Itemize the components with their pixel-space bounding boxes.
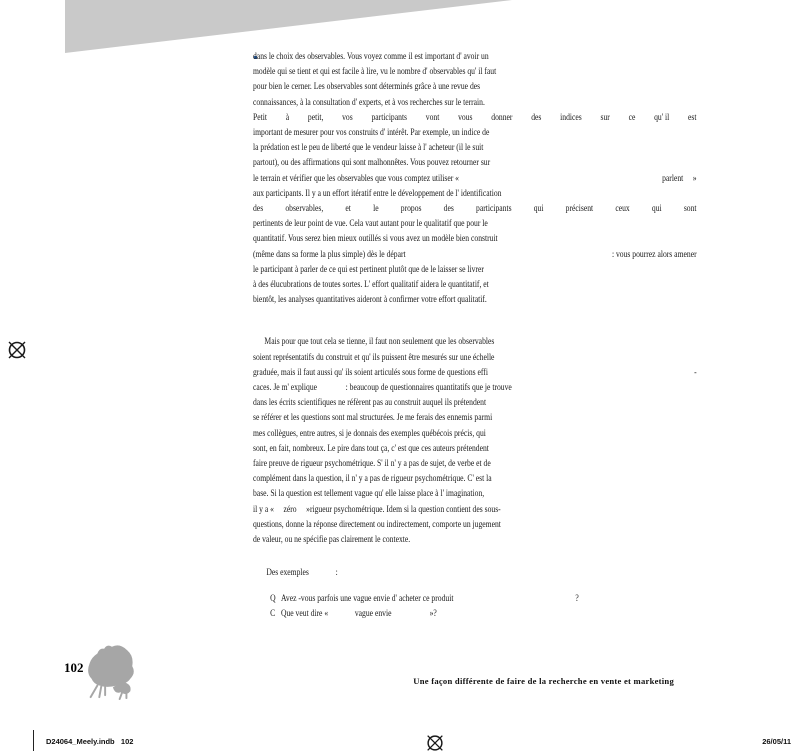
text-line: modèle qui se tient et qui est facile à lire, vu le nombre d' observables qu' il faut (253, 67, 497, 78)
text-line: C Que veut dire « vague envie »? (253, 608, 437, 619)
text-line: (même dans sa forme la plus simple) dès le départ : vous pourrez alors amener (253, 249, 697, 260)
text-line: important de mesurer pour vos construits d' intérêt. Par exemple, un indice de (253, 128, 490, 139)
text-line: à des élucubrations de toutes sortes. L' effort qualitatif aidera le quantitatif, et (253, 280, 489, 291)
body-text-column (253, 50, 697, 622)
text-line: Mais pour que tout cela se tienne, il faut non seulement que les observables (253, 337, 495, 348)
text-line: se référer et les questions sont mal structurées. Je me ferais des ennemis parmi (253, 413, 493, 424)
text-line: graduée, mais il faut aussi qu' ils soient articulés sous forme de questions effi - (253, 367, 697, 378)
text-line: faire preuve de rigueur psychométrique. S' il n' y a pas de sujet, de verbe et de (253, 459, 491, 470)
text-line: il y a « zéro »rigueur psychométrique. Idem si la question contient des sous- (253, 504, 501, 515)
text-line: soient représentatifs du construit et qu' ils puissent être mesurés sur une échelle (253, 352, 495, 363)
text-line: quantitatif. Vous serez bien mieux outillés si vous avez un modèle bien construit (253, 234, 498, 245)
print-file-info: D24064_Meely.indb 102 (46, 737, 134, 746)
text-line: Petit à petit, vos participants vont vous donner des indices sur ce qu' il est (253, 112, 697, 123)
text-line: le participant à parler de ce qui est pertinent plutôt que de le laisser se livrer (253, 264, 484, 275)
frog-icon (78, 640, 140, 700)
paragraph-1 (253, 50, 697, 308)
examples-heading: Des exemples : (253, 568, 338, 579)
text-line: le terrain et vérifier que les observables que vous comptez utiliser « parlent » (253, 173, 697, 184)
text-line: de valeur, ou ne spécifie pas clairement le contexte. (253, 535, 411, 546)
text-line: sont, en fait, nombreux. Le pire dans tout ça, c' est que ces auteurs prétendent (253, 443, 489, 454)
text-line: base. Si la question est tellement vague qu' elle laisse place à l' imagination, (253, 489, 485, 500)
paragraph-2 (253, 335, 697, 548)
text-line: complément dans la question, il n' y a pas de rigueur psychométrique. C' est la (253, 474, 492, 485)
example-questions (253, 592, 697, 622)
page-number: 102 (64, 660, 84, 675)
text-line: connaissances, à la consultation d' experts, et à vos recherches sur le terrain. (253, 97, 485, 108)
print-date-stamp: 26/05/11 (762, 737, 791, 746)
text-line: questions, donne la réponse directement ou indirectement, comporte un jugement (253, 519, 501, 530)
registration-mark-icon (424, 732, 446, 754)
text-line: partout), ou des affirmations qui sont malhonnêtes. Vous pouvez retourner sur (253, 158, 491, 169)
text-line: mes collègues, entre autres, si je donnais des exemples québécois précis, qui (253, 428, 486, 439)
text-line: dans les écrits scientifiques ne réfèrent pas au construit auquel ils prétendent (253, 398, 487, 409)
text-line: pertinents de leur point de vue. Cela vaut autant pour le qualitatif que pour le (253, 219, 488, 230)
registration-mark-icon (5, 338, 29, 362)
text-line: la prédation est le peu de liberté que le vendeur laisse à l' acheteur (il le suit (253, 143, 484, 154)
text-line: Q Avez -vous parfois une vague envie d' acheter ce produit ? (253, 593, 579, 604)
scan-fold-wedge (0, 0, 520, 54)
text-line: caces. Je m' explique : beaucoup de questionnaires quantitatifs que je trouve (253, 383, 512, 394)
text-line: aux participants. Il y a un effort itératif entre le développement de l' identification (253, 188, 502, 199)
text-line: dans le choix des observables. Vous voyez comme il est important d' avoir un (253, 52, 489, 62)
text-line: des observables, et le propos des participants qui précisent ceux qui sont (253, 204, 697, 215)
text-line: bientôt, les analyses quantitatives aideront à confirmer votre effort qualitatif. (253, 295, 487, 306)
crop-tick-mark (33, 730, 34, 751)
running-title: Une façon différente de faire de la recherche en vente et marketing (413, 676, 674, 686)
text-line: pour bien le cerner. Les observables sont déterminés grâce à une revue des (253, 82, 481, 93)
